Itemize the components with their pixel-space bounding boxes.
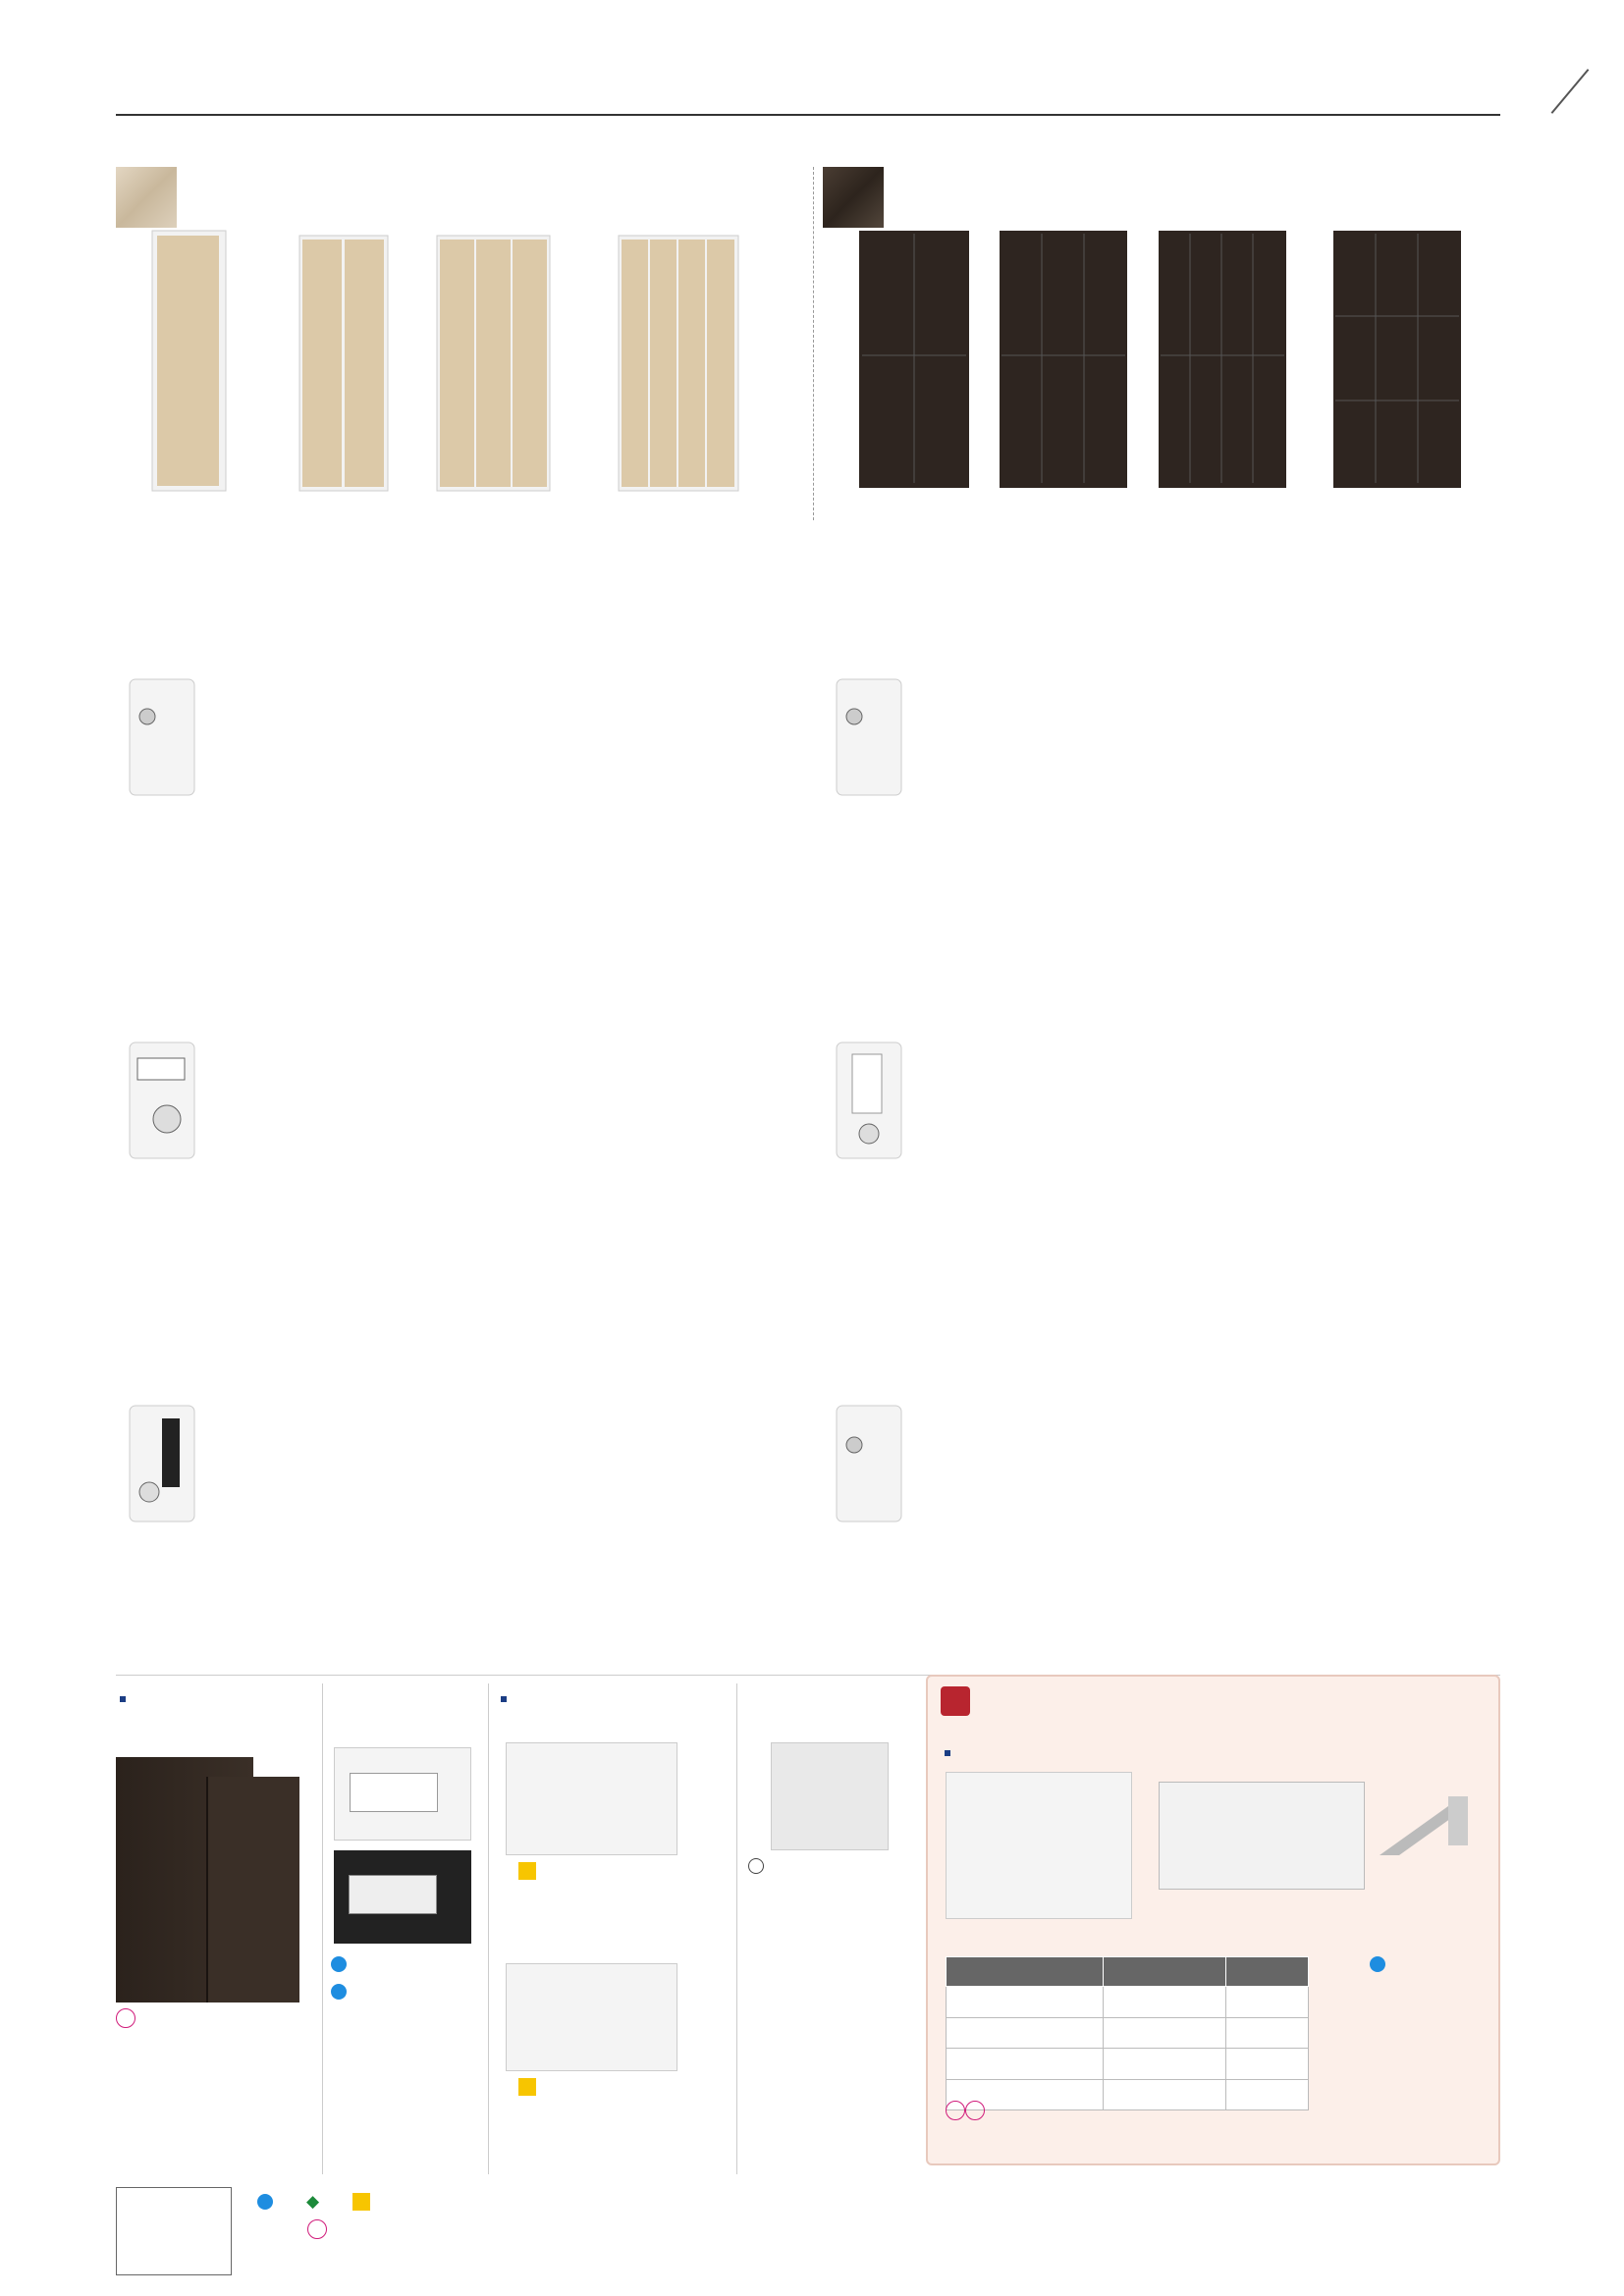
quake-table xyxy=(946,1956,1309,2110)
chapter-slash xyxy=(1551,69,1590,114)
bmd-swatch xyxy=(823,167,884,228)
quake-variant xyxy=(946,2101,985,2120)
zero-dial-lock-image xyxy=(835,1041,905,1163)
cylinder-lock-image xyxy=(835,1404,905,1526)
shoe-price xyxy=(748,1855,945,1877)
quake-cover-part xyxy=(1159,1782,1365,1890)
wall-price xyxy=(1370,1953,1497,1975)
shoe-image xyxy=(771,1742,889,1850)
lock-image-2 xyxy=(835,677,905,800)
push-lock-image xyxy=(128,1404,198,1526)
upper-2door-image xyxy=(506,1742,677,1855)
upper-3door-image xyxy=(506,1963,677,2071)
quake-bracket-image xyxy=(1370,1787,1478,1865)
legend-line2 xyxy=(257,2215,327,2239)
wlo-lockers xyxy=(137,226,766,501)
upper-row1 xyxy=(497,1860,723,1882)
dial-lock-image xyxy=(128,1041,198,1163)
quake-cover-image xyxy=(946,1772,1132,1919)
legend-line1: ◆ xyxy=(257,2187,370,2212)
end-panel-title xyxy=(116,1683,126,1712)
card-price1 xyxy=(331,1953,488,1975)
quake-cover xyxy=(941,1742,950,1761)
upper-row2 xyxy=(497,2076,723,2098)
card-white-image xyxy=(334,1747,471,1841)
legend-label xyxy=(116,2187,232,2275)
wlo-swatch xyxy=(116,167,177,228)
quake-icon xyxy=(941,1686,970,1716)
bmd-lockers xyxy=(854,226,1483,501)
lock-image-1 xyxy=(128,677,198,800)
card-price4 xyxy=(331,1981,488,2002)
card-black-image xyxy=(334,1850,471,1944)
upper-title xyxy=(497,1683,507,1712)
end-panel-price xyxy=(116,2007,312,2029)
